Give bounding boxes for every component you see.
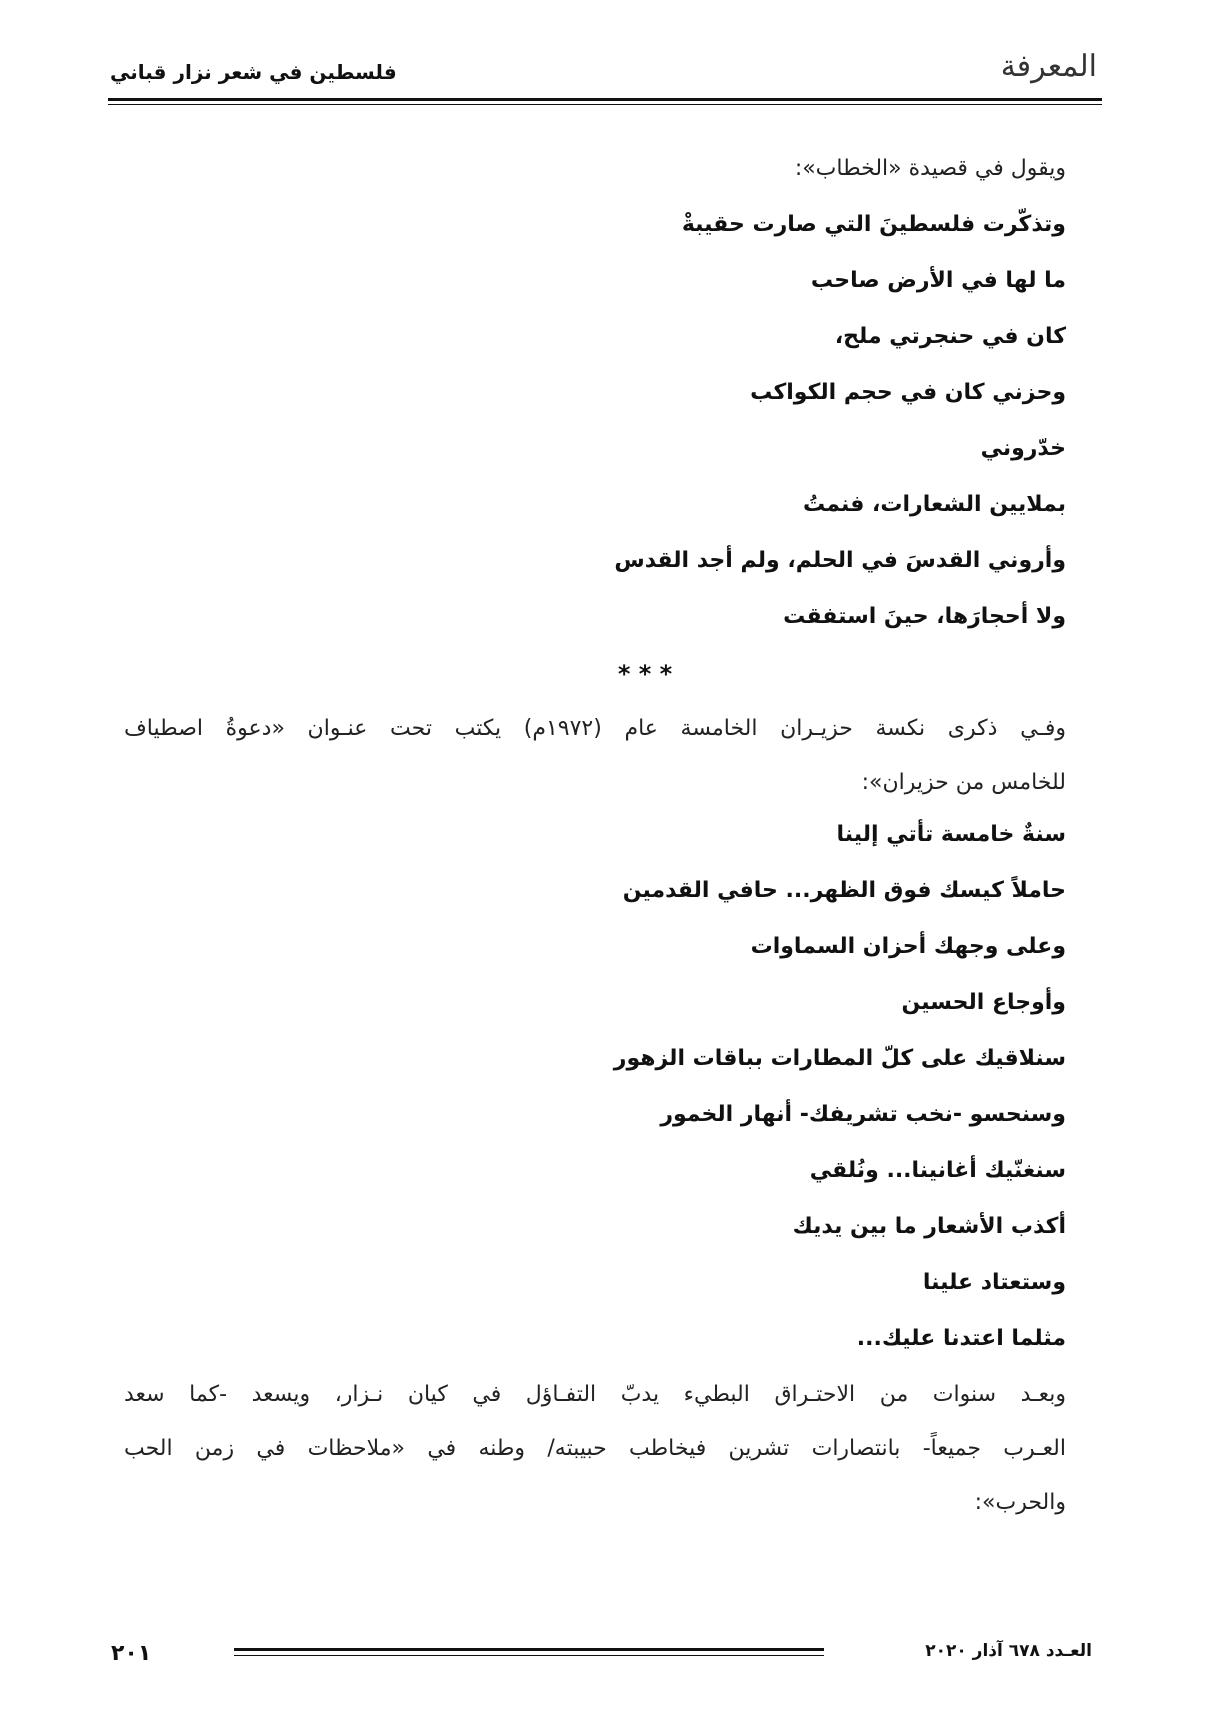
footer-rule xyxy=(234,1648,824,1651)
poem-line: وعلى وجهك أحزان السماوات xyxy=(750,934,1066,959)
header-rule xyxy=(108,98,1102,101)
poem-line: سنةٌ خامسة تأتي إلينا xyxy=(836,822,1066,847)
paragraph-line: والحرب»: xyxy=(974,1490,1066,1515)
poem-line: كان في حنجرتي ملح، xyxy=(834,324,1066,349)
paragraph-line: وبعـد سنوات من الاحتـراق البطيء يدبّ التفـاؤل في كيان نـزار، ويسعد -كما سعد xyxy=(124,1382,1066,1407)
poem-line: ما لها في الأرض صاحب xyxy=(810,268,1066,293)
paragraph-line: للخامس من حزيران»: xyxy=(861,770,1066,795)
poem-line: سنغنّيك أغانينا... ونُلقي xyxy=(809,1158,1066,1183)
running-header-title: فلسطين في شعر نزار قباني xyxy=(110,60,397,84)
poem-line: حاملاً كيسك فوق الظهر... حافي القدمين xyxy=(622,878,1066,903)
poem-line: مثلما اعتدنا عليك... xyxy=(856,1326,1066,1351)
header-rule-thin xyxy=(108,104,1102,105)
paragraph-line: العـرب جميعاً- بانتصارات تشرين فيخاطب حبيبته/ وطنه في «ملاحظات في زمن الحب xyxy=(124,1436,1066,1461)
poem-line: وأوجاع الحسين xyxy=(901,990,1066,1015)
page-number: ٢٠١ xyxy=(111,1641,152,1666)
poem-line: بملايين الشعارات، فنمتُ xyxy=(802,492,1066,517)
magazine-logo: المعرفة xyxy=(1000,49,1097,84)
poem-line: خدّروني xyxy=(980,436,1066,461)
footer-rule-thin xyxy=(234,1655,824,1656)
poem-line: وأروني القدسَ في الحلم، ولم أجد القدس xyxy=(614,548,1066,573)
poem-line: وحزني كان في حجم الكواكب xyxy=(750,380,1066,405)
poem-line: وتذكّرت فلسطينَ التي صارت حقيبةْ xyxy=(681,212,1066,237)
intro-paragraph: ويقول في قصيدة «الخطاب»: xyxy=(794,156,1066,181)
poem-line: سنلاقيك على كلّ المطارات بباقات الزهور xyxy=(613,1046,1066,1071)
issue-label: العـدد ٦٧٨ آذار ٢٠٢٠ xyxy=(925,1641,1092,1661)
section-separator: * * * xyxy=(617,660,673,688)
paragraph-line: وفـي ذكرى نكسة حزيـران الخامسة عام (١٩٧٢م) يكتب تحت عنـوان «دعوةُ اصطياف xyxy=(124,716,1066,741)
poem-line: وستعتاد علينا xyxy=(922,1270,1066,1295)
poem-line: وسنحسو -نخب تشريفك- أنهار الخمور xyxy=(660,1102,1066,1127)
poem-line: ولا أحجارَها، حينَ استفقت xyxy=(783,604,1066,629)
poem-line: أكذب الأشعار ما بين يديك xyxy=(792,1214,1066,1239)
